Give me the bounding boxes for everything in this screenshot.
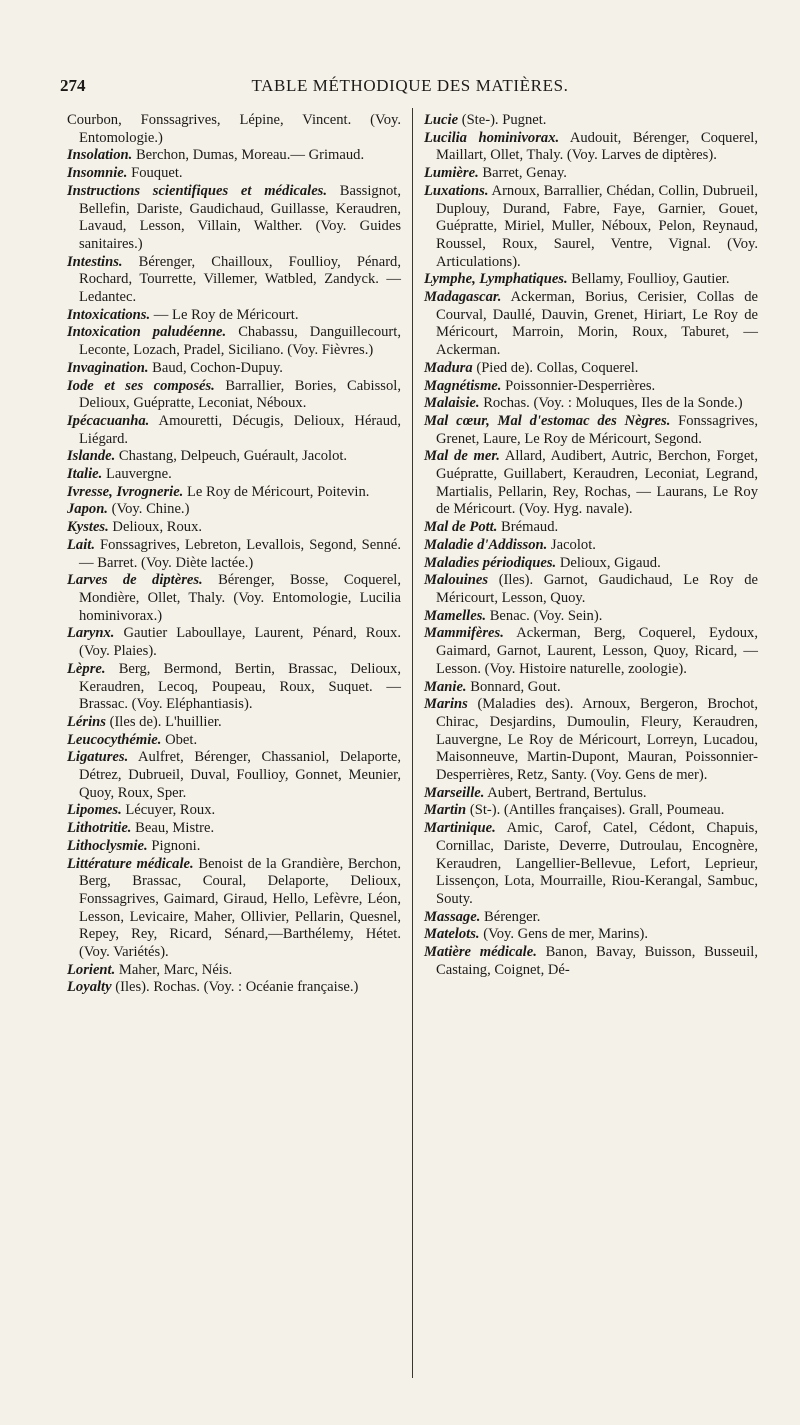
entry-term: Mammifères. bbox=[424, 625, 504, 642]
entry-text: Fonssagrives, Lebreton, Levallois, Segond, Senné. — Barret. (Voy. Diète lactée.) bbox=[79, 536, 401, 571]
entry-text: (Maladies des). Arnoux, Bergeron, Brochot, Chirac, Desjardins, Dumoulin, Fleury, Keraudren, Lauvergne, Le Roy de Méricourt, Lorreyn, Lucadou, Maisonneuve, Martin-Dupont, Mauran, Poissonnier-Desperrières, Retz, Santy. (Voy. Gens de mer). bbox=[436, 696, 758, 784]
entry-text: Delioux, Roux. bbox=[112, 519, 203, 536]
entry-term: Ivresse, Ivrognerie. bbox=[67, 483, 184, 500]
index-entry bbox=[424, 378, 758, 396]
right-column bbox=[424, 112, 758, 979]
entry-term: Marins bbox=[424, 696, 468, 713]
entry-term: Lérins bbox=[67, 713, 106, 730]
entry-text: Bonnard, Gout. bbox=[470, 678, 561, 695]
index-entry bbox=[67, 856, 401, 962]
entry-term: Ligatures. bbox=[67, 749, 129, 766]
entry-text: Maher, Marc, Néis. bbox=[118, 961, 233, 978]
entry-text: Aulfret, Bérenger, Chassaniol, Delaporte, Détrez, Dubrueil, Duval, Foullioy, Gonnet, Meunier, Quoy, Roux, Sper. bbox=[79, 749, 401, 801]
entry-term: Littérature médicale. bbox=[67, 855, 194, 872]
entry-text: Allard, Audibert, Autric, Berchon, Forget, Guépratte, Guillabert, Keraudren, Leconiat, Legrand, Martialis, Pellarin, Rey, Rochas, — Laurans, Le Roy de Méricourt. (Voy. Hyg. navale). bbox=[436, 448, 759, 518]
entry-term: Massage. bbox=[424, 908, 481, 925]
entry-text: Chabassu, Danguillecourt, Leconte, Lozach, Pradel, Siciliano. (Voy. Fièvres.) bbox=[79, 324, 401, 359]
entry-term: Madura bbox=[424, 359, 473, 376]
entry-term: Intoxications. bbox=[67, 306, 151, 323]
entry-term: Matière médicale. bbox=[424, 944, 537, 961]
entry-term: Islande. bbox=[67, 448, 116, 465]
entry-text: Obet. bbox=[165, 731, 198, 748]
index-entry bbox=[424, 112, 758, 130]
index-entry bbox=[67, 838, 401, 856]
index-entry bbox=[67, 572, 401, 625]
index-entry bbox=[67, 360, 401, 378]
entry-term: Instructions scientifiques et médicales. bbox=[67, 182, 328, 199]
index-entry bbox=[424, 785, 758, 803]
entry-text: (Voy. Gens de mer, Marins). bbox=[483, 926, 648, 943]
left-column bbox=[67, 112, 401, 997]
index-entry bbox=[67, 183, 401, 254]
entry-text: Bérenger, Chailloux, Foullioy, Pénard, Rochard, Tourrette, Villemer, Watbled, Zandyck. — Ledantec. bbox=[79, 253, 401, 306]
index-entry bbox=[424, 448, 758, 519]
entry-text: Audouit, Bérenger, Coquerel, Maillart, Ollet, Thaly. (Voy. Larves de diptères). bbox=[436, 129, 758, 164]
entry-text: Barrallier, Bories, Cabissol, Delioux, Guépratte, Leconiat, Néboux. bbox=[79, 377, 401, 412]
index-entry bbox=[67, 466, 401, 484]
entry-term: Mamelles. bbox=[424, 607, 487, 624]
index-entry bbox=[424, 572, 758, 607]
entry-term: Maladie d'Addisson. bbox=[424, 536, 548, 553]
entry-term: Mal cœur, Mal d'estomac des Nègres. bbox=[424, 412, 671, 429]
entry-term: Loyalty bbox=[67, 979, 112, 996]
index-entry bbox=[67, 165, 401, 183]
entry-text: Ackerman, Borius, Cerisier, Collas de Courval, Daullé, Dauvin, Grenet, Hiriart, Le Roy de Méricourt, Marroin, Morin, Roux, Taburet, — Ackerman. bbox=[436, 289, 758, 359]
index-entry bbox=[424, 696, 758, 785]
running-title: TABLE MÉTHODIQUE DES MATIÈRES. bbox=[251, 76, 569, 95]
entry-text: Poissonnier-Desperrières. bbox=[505, 377, 656, 394]
entry-term: Japon. bbox=[67, 501, 108, 518]
entry-term: Lumière. bbox=[424, 165, 479, 182]
index-entry bbox=[67, 378, 401, 413]
entry-term: Intoxication paludéenne. bbox=[67, 324, 227, 341]
index-entry bbox=[67, 448, 401, 466]
entry-text: Fouquet. bbox=[131, 165, 183, 182]
entry-term: Insomnie. bbox=[67, 165, 128, 182]
entry-text: Benoist de la Grandière, Berchon, Berg, Brassac, Coural, Delaporte, Delioux, Fonssagrives, Gaimard, Giraud, Hello, Lefèvre, Léon, Lesson, Levicaire, Maher, Ollivier, Pellarin, Quesnel, Repey, Rey, Ricard, Sénard,—Barthélemy, Hétet. (Voy. Variétés). bbox=[79, 855, 401, 961]
index-entry bbox=[424, 395, 758, 413]
entry-term: Ipécacuanha. bbox=[67, 412, 150, 429]
entry-text: (Ste-). Pugnet. bbox=[461, 112, 547, 128]
index-entry bbox=[424, 802, 758, 820]
entry-text: Rochas. (Voy. : Moluques, Iles de la Sonde.) bbox=[483, 395, 743, 412]
entry-term: Luxations. bbox=[424, 182, 489, 199]
entry-text: Delioux, Gigaud. bbox=[559, 554, 661, 571]
index-entry bbox=[424, 679, 758, 697]
entry-term: Larves de diptères. bbox=[67, 572, 203, 589]
entry-term: Larynx. bbox=[67, 625, 115, 642]
entry-term: Lèpre. bbox=[67, 660, 106, 677]
entry-text: — Le Roy de Méricourt. bbox=[153, 306, 299, 323]
entry-term: Malouines bbox=[424, 572, 489, 589]
entry-text: Courbon, Fonssagrives, Lépine, Vincent. (Voy. Entomologie.) bbox=[67, 112, 401, 146]
index-entry bbox=[424, 519, 758, 537]
index-entry bbox=[424, 183, 758, 272]
entry-term: Manie. bbox=[424, 678, 467, 695]
index-entry bbox=[67, 962, 401, 980]
index-entry bbox=[67, 661, 401, 714]
entry-term: Lithotritie. bbox=[67, 820, 132, 837]
entry-text: Gautier Laboullaye, Laurent, Pénard, Roux. (Voy. Plaies). bbox=[79, 625, 401, 660]
entry-term: Invagination. bbox=[67, 359, 149, 376]
index-entry bbox=[424, 625, 758, 678]
entry-text: Banon, Bavay, Buisson, Busseuil, Castaing, Coignet, Dé- bbox=[436, 944, 758, 978]
index-entry bbox=[424, 926, 758, 944]
index-entry bbox=[67, 979, 401, 997]
column-divider bbox=[412, 108, 413, 1378]
entry-term: Italie. bbox=[67, 466, 103, 483]
index-entry bbox=[424, 537, 758, 555]
entry-term: Mal de Pott. bbox=[424, 519, 498, 536]
entry-text: Pignoni. bbox=[151, 837, 201, 854]
index-entry bbox=[67, 732, 401, 750]
index-entry bbox=[424, 271, 758, 289]
entry-text: Amouretti, Décugis, Delioux, Héraud, Liégard. bbox=[79, 412, 402, 447]
entry-text: Bassignot, Bellefin, Dariste, Gaudichaud, Guillasse, Keraudren, Lavaud, Lesson, Villain, Walther. (Voy. Guides sanitaires.) bbox=[79, 182, 401, 252]
entry-term: Iode et ses composés. bbox=[67, 377, 215, 394]
entry-term: Magnétisme. bbox=[424, 377, 502, 394]
index-entry bbox=[424, 165, 758, 183]
entry-text: Aubert, Bertrand, Bertulus. bbox=[487, 784, 647, 801]
entry-text: Benac. (Voy. Sein). bbox=[489, 607, 603, 624]
entry-text: Baud, Cochon-Dupuy. bbox=[152, 359, 283, 376]
index-entry bbox=[424, 130, 758, 165]
index-entry bbox=[424, 413, 758, 448]
entry-text: Bérenger. bbox=[484, 908, 541, 925]
entry-text: Berchon, Dumas, Moreau.— Grimaud. bbox=[135, 147, 365, 164]
entry-text: Lécuyer, Roux. bbox=[125, 802, 216, 819]
entry-text: (Pied de). Collas, Coquerel. bbox=[476, 359, 639, 376]
entry-term: Malaisie. bbox=[424, 395, 480, 412]
entry-term: Martinique. bbox=[424, 820, 496, 837]
entry-term: Martin bbox=[424, 802, 467, 819]
entry-term: Lucilia hominivorax. bbox=[424, 129, 560, 146]
entry-text: Barret, Genay. bbox=[482, 165, 567, 182]
index-entry bbox=[67, 307, 401, 325]
entry-term: Lithoclysmie. bbox=[67, 837, 148, 854]
index-entry bbox=[67, 820, 401, 838]
entry-term: Leucocythémie. bbox=[67, 731, 162, 748]
entry-term: Lucie bbox=[424, 112, 459, 128]
index-entry bbox=[67, 625, 401, 660]
entry-text: Berg, Bermond, Bertin, Brassac, Delioux, Keraudren, Lecoq, Poupeau, Roux, Suquet. — Brassac. (Voy. Eléphantiasis). bbox=[79, 660, 401, 713]
entry-term: Madagascar. bbox=[424, 289, 502, 306]
entry-text: Bérenger, Bosse, Coquerel, Mondière, Ollet, Thaly. (Voy. Entomologie, Lucilia hominivorax.) bbox=[79, 572, 402, 624]
entry-term: Lymphe, Lymphatiques. bbox=[424, 271, 568, 288]
index-entry bbox=[67, 537, 401, 572]
index-entry bbox=[424, 820, 758, 909]
entry-text: (Voy. Chine.) bbox=[111, 501, 190, 518]
entry-text: (Iles). Rochas. (Voy. : Océanie française.) bbox=[115, 979, 359, 996]
index-entry bbox=[67, 749, 401, 802]
entry-term: Marseille. bbox=[424, 784, 485, 801]
entry-text: Arnoux, Barrallier, Chédan, Collin, Dubrueil, Duplouy, Durand, Fabre, Faye, Garnier, Gouet, Guépratte, Miriel, Muller, Néboux, Pelon, Reynaud, Roussel, Roux, Saurel, Ventre, Vignal. (Voy. Articulations). bbox=[436, 182, 759, 270]
entry-term: Insolation. bbox=[67, 147, 133, 164]
index-entry bbox=[67, 519, 401, 537]
index-entry bbox=[67, 147, 401, 165]
entry-text: Lauvergne. bbox=[105, 466, 172, 483]
entry-text: Brémaud. bbox=[501, 519, 559, 536]
index-entry bbox=[67, 112, 401, 147]
page-number: 274 bbox=[60, 76, 86, 95]
entry-text: Bellamy, Foullioy, Gautier. bbox=[571, 271, 730, 288]
entry-text: Beau, Mistre. bbox=[135, 820, 215, 837]
entry-text: (Iles de). L'huillier. bbox=[109, 713, 222, 730]
entry-text: Chastang, Delpeuch, Guérault, Jacolot. bbox=[118, 448, 348, 465]
entry-term: Intestins. bbox=[67, 253, 123, 270]
entry-text: Ackerman, Berg, Coquerel, Eydoux, Gaimard, Garnot, Laurent, Lesson, Quoy, Ricard, —Lesson. (Voy. Histoire naturelle, zoologie). bbox=[436, 625, 759, 677]
index-entry bbox=[424, 608, 758, 626]
index-entry bbox=[67, 501, 401, 519]
entry-text: Jacolot. bbox=[550, 536, 596, 553]
index-entry bbox=[67, 802, 401, 820]
index-entry bbox=[67, 484, 401, 502]
index-entry bbox=[67, 254, 401, 307]
entry-term: Lorient. bbox=[67, 961, 116, 978]
index-entry bbox=[67, 714, 401, 732]
entry-text: (St-). (Antilles françaises). Grall, Poumeau. bbox=[469, 802, 725, 819]
entry-term: Lait. bbox=[67, 536, 95, 553]
page-header bbox=[60, 76, 760, 100]
entry-text: Fonssagrives, Grenet, Laure, Le Roy de Méricourt, Segond. bbox=[436, 412, 758, 447]
index-entry bbox=[424, 289, 758, 360]
entry-text: Amic, Carof, Catel, Cédont, Chapuis, Cornillac, Dariste, Deverre, Dutroulau, Encognère, Keraudren, Langellier-Bellevue, Lefort, Leprieur, Lissençon, Lota, Mourraille, Riou-Kerangal, Sambuc, Souty. bbox=[436, 820, 759, 907]
index-entry bbox=[424, 555, 758, 573]
index-entry bbox=[67, 413, 401, 448]
index-entry bbox=[424, 909, 758, 927]
index-entry bbox=[424, 360, 758, 378]
entry-term: Kystes. bbox=[67, 519, 109, 536]
entry-term: Matelots. bbox=[424, 926, 480, 943]
entry-text: Le Roy de Méricourt, Poitevin. bbox=[187, 483, 370, 500]
entry-term: Lipomes. bbox=[67, 802, 122, 819]
entry-term: Maladies périodiques. bbox=[424, 554, 557, 571]
index-entry bbox=[424, 944, 758, 979]
index-entry bbox=[67, 324, 401, 359]
entry-text: (Iles). Garnot, Gaudichaud, Le Roy de Méricourt, Lesson, Quoy. bbox=[436, 572, 758, 606]
entry-term: Mal de mer. bbox=[424, 448, 500, 465]
